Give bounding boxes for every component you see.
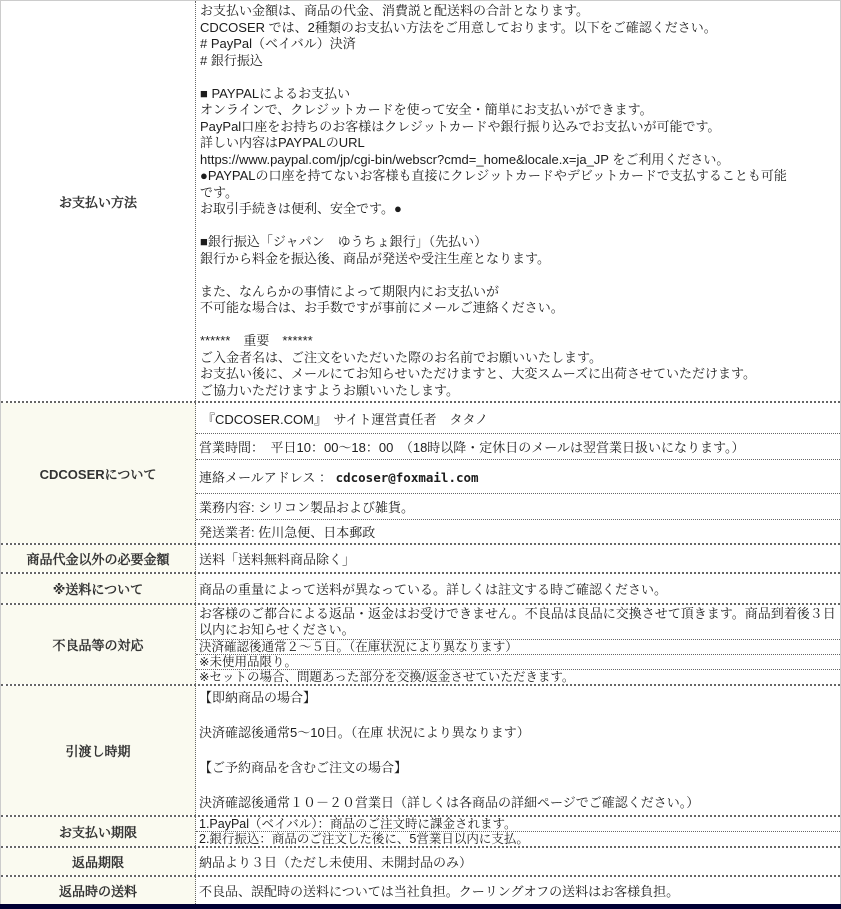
- defective-unused-note: ※未使用品限り。: [196, 654, 840, 669]
- text-line: ■ PAYPALによるお支払い: [200, 85, 351, 101]
- row-label-payment-deadline: お支払い期限: [1, 817, 196, 846]
- delivery-time-text: [196, 686, 840, 815]
- text-line: ご協力いただけますようお願いいたします。: [200, 382, 459, 398]
- return-period-text: 納品より３日（ただし未使用、未開封品のみ）: [199, 854, 473, 870]
- text-line: [200, 267, 836, 284]
- text-line: ****** 重要 ******: [200, 333, 313, 348]
- extra-fees-text: 送料「送料無料商品除く」: [199, 552, 356, 567]
- about-cdcoser-content: [196, 403, 840, 543]
- delivery-time-content: [196, 686, 840, 815]
- about-shipping-carriers: 発送業者: 佐川急便、日本郵政: [196, 519, 840, 543]
- about-contact-row: [196, 459, 840, 493]
- row-about-cdcoser: [1, 401, 840, 543]
- text-line: # PayPal（ベイバル）決済: [200, 36, 356, 51]
- defective-set-note: ※セットの場合、問題あった部分を交換/返金させていただきます。: [196, 669, 840, 684]
- text-line: 詳しい内容はPAYPALのURL: [200, 135, 365, 150]
- row-payment-deadline: [1, 815, 840, 846]
- text-line: ●PAYPALの口座を持てないお客様も直接にクレジットカードやデビットカードで支払することも可能: [200, 168, 787, 183]
- row-label-delivery-time: 引渡し時期: [1, 686, 196, 815]
- deadline-bank-text: 2.銀行振込：商品のご注文した後に、5営業日以内に支払。: [196, 831, 840, 846]
- extra-fees-content: [196, 545, 840, 572]
- text-line: また、なんらかの事情によって期限内にお支払いが: [200, 283, 500, 299]
- text-line: https://www.paypal.com/jp/cgi-bin/webscr?cmd=_home&locale.x=ja_JP をご利用ください。: [200, 151, 730, 167]
- row-label-shipping-note: ※送料について: [1, 574, 196, 603]
- row-payment-method: [1, 1, 840, 401]
- text-line: 銀行から料金を振込後、商品が発送や受注生産となります。: [200, 250, 550, 266]
- return-shipping-text: 不良品、誤配時の送料については当社負担。クーリングオフの送料はお客様負担。: [199, 883, 680, 899]
- contact-email: cdcoser@foxmail.com: [335, 470, 479, 485]
- about-business-type: 業務内容: シリコン製品および雑貨。: [196, 493, 840, 519]
- return-period-content: [196, 848, 840, 875]
- return-shipping-content: [196, 877, 840, 904]
- text-line: [200, 218, 836, 235]
- text-line: お支払い後に、メールにてお知らせいただけますと、大変スムーズに出荷させていただけます。: [200, 366, 757, 381]
- text-line: [200, 69, 836, 86]
- text-line: # 銀行振込: [200, 52, 263, 68]
- row-return-shipping: [1, 875, 840, 904]
- text-line: PayPal口座をお持ちのお客様はクレジットカードや銀行振り込みでお支払いが可能です。: [200, 118, 721, 134]
- row-defective-items: [1, 603, 840, 684]
- row-label-extra-fees: 商品代金以外の必要金額: [1, 545, 196, 572]
- text-line: [199, 777, 837, 795]
- payment-method-text: [196, 1, 840, 401]
- payment-deadline-content: [196, 817, 840, 846]
- deadline-paypal-text: 1.PayPal（ベイバル）：商品のご注文時に課金されます。: [199, 816, 517, 831]
- payment-method-content: [196, 1, 840, 401]
- row-label-about-cdcoser: CDCOSERについて: [1, 403, 196, 543]
- shipping-note-text: 商品の重量によって送料が異なっている。詳しくは註文する時ご確認ください。: [199, 582, 668, 597]
- row-delivery-time: [1, 684, 840, 815]
- text-line: CDCOSER では、2種類のお支払い方法をご用意しております。以下をご確認ください。: [200, 19, 717, 35]
- text-line: [199, 707, 837, 725]
- row-extra-fees: [1, 543, 840, 572]
- row-label-return-shipping: 返品時の送料: [1, 877, 196, 904]
- row-label-payment-method: お支払い方法: [1, 1, 196, 401]
- text-line: ■銀行振込「ジャパン ゆうちょ銀行」（先払い）: [200, 234, 488, 249]
- contact-label: 連絡メールアドレス ：: [199, 470, 336, 485]
- text-line: ご入金者名は、ご注文をいただいた際のお名前でお願いいたします。: [200, 349, 602, 365]
- bottom-divider-bar: [0, 904, 841, 909]
- text-line: 決済確認後通常5～10日。（在庫 状況により異なります）: [199, 725, 530, 740]
- defective-policy-text: お客様のご都合による返品・返金はお受けできません。不良品は良品に交換させて頂きます。商品到着後３日以内にお知らせください。: [199, 606, 836, 637]
- defective-timing-text: 決済確認後通常２～５日。（在庫状況により異なります）: [196, 639, 840, 654]
- row-label-defective-items: 不良品等の対応: [1, 605, 196, 684]
- text-line: [200, 317, 836, 334]
- row-label-return-period: 返品期限: [1, 848, 196, 875]
- text-line: オンラインで、クレジットカードを使って安全・簡単にお支払いができます。: [200, 102, 653, 117]
- text-line: 決済確認後通常１０－２０営業日（詳しくは各商品の詳細ページでご確認ください。）: [199, 795, 700, 810]
- text-line: 不可能な場合は、お手数ですが事前にメールご連絡ください。: [200, 300, 564, 315]
- text-line: お取引手続きは便利、安全です。●: [200, 201, 402, 216]
- row-shipping-note: [1, 572, 840, 603]
- text-line: [199, 742, 837, 760]
- text-line: 【即納商品の場合】: [199, 690, 317, 705]
- row-return-period: [1, 846, 840, 875]
- defective-items-content: [196, 605, 840, 684]
- about-business-hours: 営業時間： 平日10：00～18：00 （18時以降・定休日のメールは翌営業日扱いになります。）: [196, 433, 840, 459]
- about-site-operator: 『CDCOSER.COM』 サイト運営責任者 タタノ: [202, 412, 489, 427]
- text-line: お支払い金額は、商品の代金、消費説と配送料の合計となります。: [200, 3, 589, 18]
- shipping-note-content: [196, 574, 840, 603]
- text-line: です。: [200, 184, 238, 200]
- text-line: 【ご予約商品を含むご注文の場合】: [199, 760, 408, 775]
